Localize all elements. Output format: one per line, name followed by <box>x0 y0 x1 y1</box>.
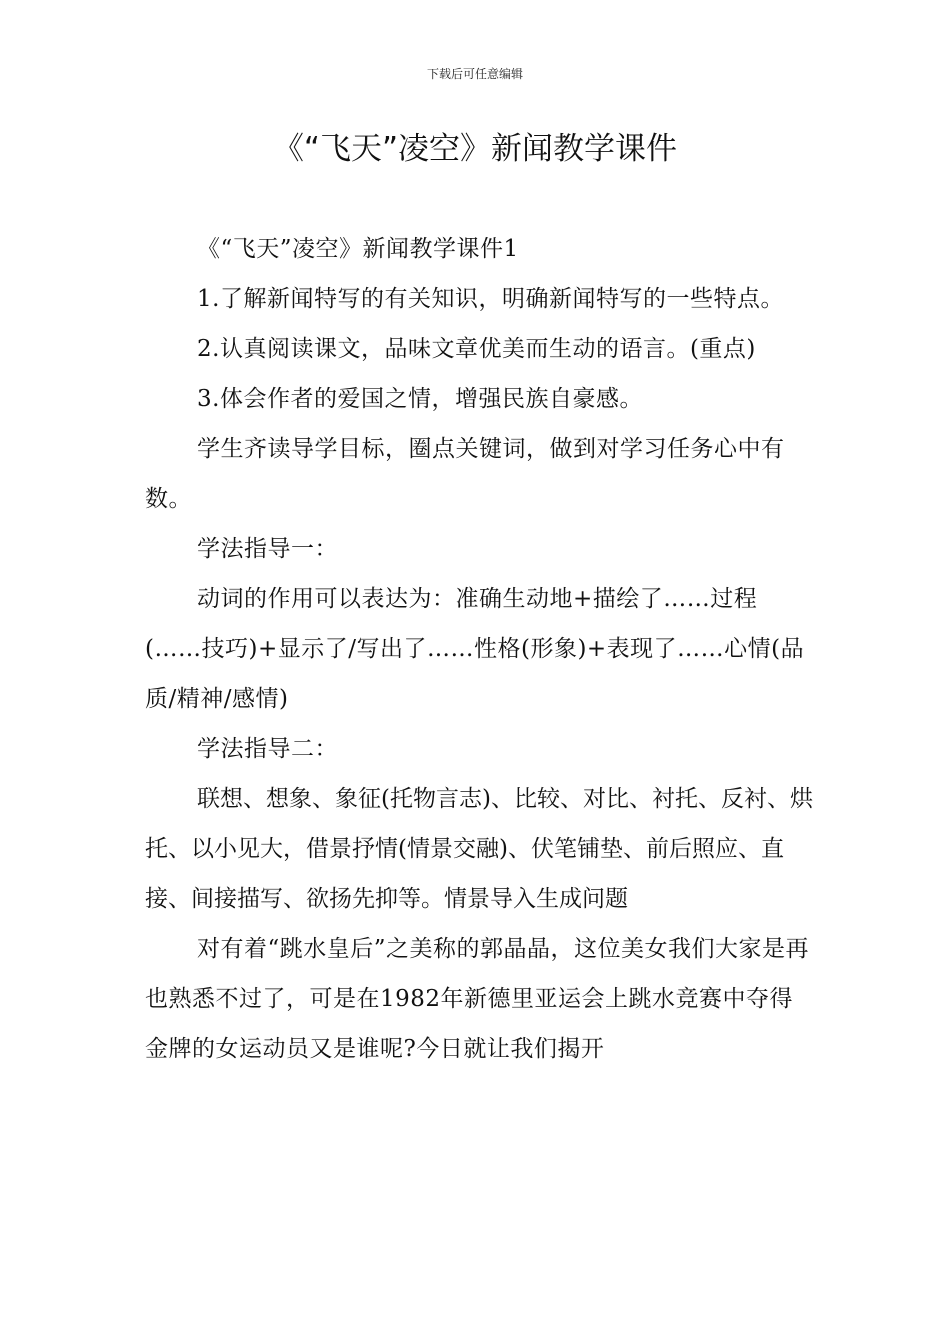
paragraph-intro: 对有着“跳水皇后”之美称的郭晶晶，这位美女我们大家是再也熟悉不过了，可是在1982年新德里亚运会上跳水竞赛中夺得金牌的女运动员又是谁呢?今日就让我们揭开 <box>145 936 810 1062</box>
paragraph-goal-2: 2.认真阅读课文，品味文章优美而生动的语言。(重点) <box>197 336 756 362</box>
paragraph-method-heading-2: 学法指导二： <box>197 736 338 762</box>
paragraph-method-1: 动词的作用可以表达为：准确生动地+描绘了……过程(……技巧)+显示了/写出了……性格(形象)+表现了……心情(品质/精神/感情) <box>145 586 805 712</box>
document-title: 《“飞天”凌空》新闻教学课件 <box>272 131 678 167</box>
paragraph-goal-3: 3.体会作者的爱国之情，增强民族自豪感。 <box>197 386 643 412</box>
paragraph-read-goals: 学生齐读导学目标，圈点关键词，做到对学习任务心中有数。 <box>145 436 785 512</box>
paragraph-subtitle: 《“飞天”凌空》新闻教学课件1 <box>197 236 519 262</box>
header-note: 下载后可任意编辑 <box>426 67 523 81</box>
paragraph-method-2: 联想、想象、象征(托物言志)、比较、对比、衬托、反衬、烘托、以小见大，借景抒情(情景交融)、伏笔铺垫、前后照应、直接、间接描写、欲扬先抑等。情景导入生成问题 <box>145 786 813 912</box>
paragraph-goal-1: 1.了解新闻特写的有关知识，明确新闻特写的一些特点。 <box>197 286 784 312</box>
document-body <box>145 224 813 1074</box>
paragraph-method-heading-1: 学法指导一： <box>197 536 338 562</box>
